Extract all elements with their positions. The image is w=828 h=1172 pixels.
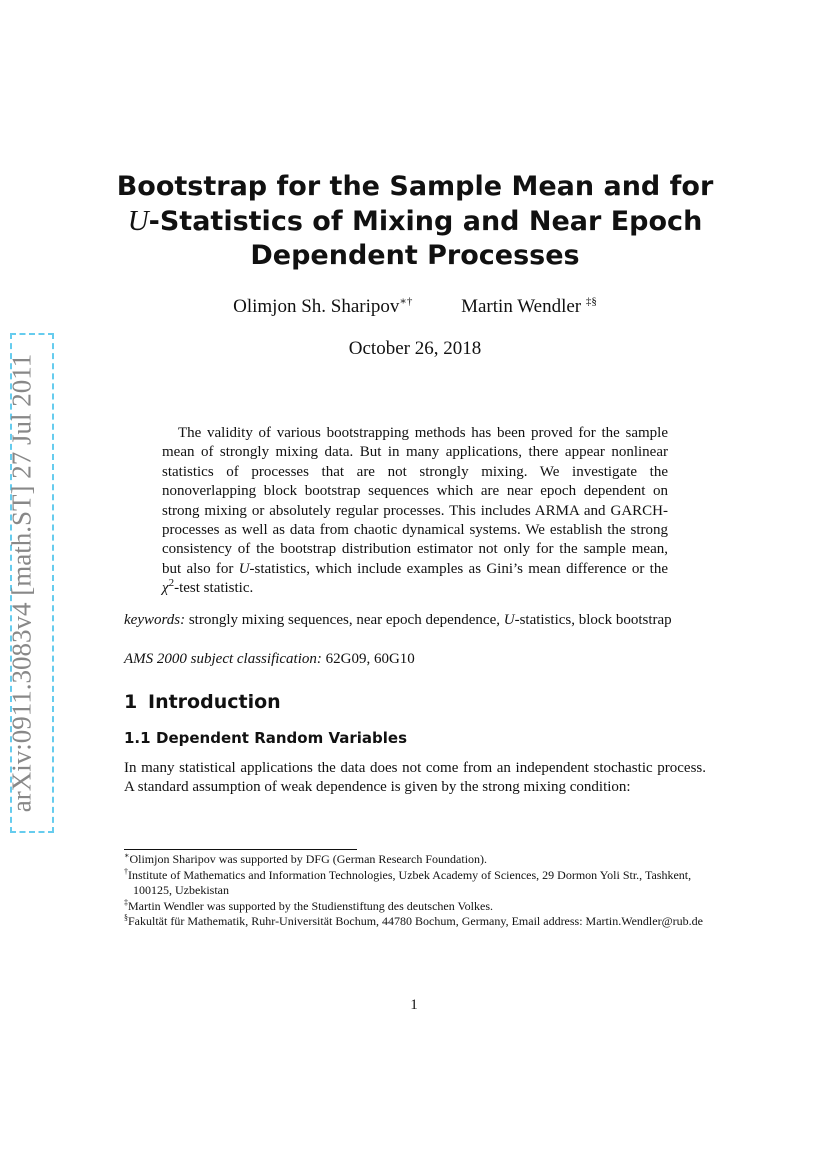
subject-classification <box>124 650 706 669</box>
paper-date: October 26, 2018 <box>348 338 482 359</box>
footnote-2 <box>124 868 706 899</box>
abstract-part-2: -statistics, which include examples as Gini’s mean difference or the <box>249 560 668 577</box>
footnote-4-text: Fakultät für Mathematik, Ruhr-Universität Bochum, 44780 Bochum, Germany, Email address: Martin.Wendler@rub.de <box>128 914 703 929</box>
abstract <box>162 424 668 599</box>
keywords <box>124 611 706 630</box>
subsection-number: 1.1 <box>124 729 151 747</box>
footnote-2-mark: † <box>124 866 128 876</box>
footnote-4 <box>124 914 706 930</box>
author-2 <box>461 296 597 318</box>
footnote-3-text: Martin Wendler was supported by the Studienstiftung des deutschen Volkes. <box>128 898 493 913</box>
footnote-1 <box>124 852 706 868</box>
author-1 <box>233 296 412 318</box>
footnote-rule <box>124 849 357 850</box>
footnote-1-text: Olimjon Sharipov was supported by DFG (German Research Foundation). <box>129 852 488 866</box>
keywords-label: keywords: <box>124 612 186 628</box>
footnote-2-text: Institute of Mathematics and Information Technologies, Uzbek Academy of Sciences, 29 Dormon Yoli Str., Tashkent, 100125, Uzbekistan <box>128 867 692 898</box>
section-heading-introduction <box>124 691 281 713</box>
subsection-title: Dependent Random Variables <box>156 729 407 747</box>
author-1-name: Olimjon Sh. Sharipov <box>233 296 400 317</box>
abstract-chi: χ <box>162 580 169 597</box>
keywords-var-u: U <box>503 612 515 628</box>
page-number: 1 <box>410 997 418 1013</box>
abstract-var-u: U <box>238 560 250 577</box>
footnote-1-mark: ∗ <box>124 851 130 860</box>
title-line-2 <box>110 204 720 239</box>
title-var-u: U <box>127 205 149 237</box>
keywords-text-2: -statistics, block bootstrap <box>514 612 672 628</box>
title-line-1: Bootstrap for the Sample Mean and for <box>116 171 714 202</box>
title-line-2-text: -Statistics of Mixing and Near Epoch <box>148 206 703 237</box>
footnotes <box>124 852 706 930</box>
abstract-part-1: The validity of various bootstrapping methods has been proved for the sample mean of strongly mixing data. But in many applications, there appear nonlinear statistics of processes that are not strongly mixing. We investigate the nonoverlapping block bootstrap sequences which are near epoch dependent on strong mixing or absolutely regular processes. This includes ARMA and GARCH-processes as well as data from chaotic dynamical systems. We establish the strong consistency of the bootstrap distribution estimator not only for the sample mean, but also for <box>162 425 668 577</box>
paper-title <box>110 170 720 273</box>
msc-codes: 62G09, 60G10 <box>321 651 415 667</box>
arxiv-stamp: arXiv:0911.3083v4 [math.ST] 27 Jul 2011 <box>6 353 37 813</box>
section-title: Introduction <box>148 691 281 713</box>
author-list <box>110 296 720 318</box>
author-1-marks: ∗† <box>399 295 413 308</box>
title-line-3: Dependent Processes <box>250 240 580 271</box>
subsection-heading-dependent-random-variables <box>124 729 407 747</box>
author-2-name: Martin Wendler <box>461 296 586 317</box>
msc-label: AMS 2000 subject classification: <box>124 651 322 667</box>
footnote-4-mark: § <box>124 913 128 923</box>
keywords-text-1: strongly mixing sequences, near epoch dependence, <box>185 612 504 628</box>
abstract-part-3: -test statistic. <box>174 580 254 597</box>
intro-paragraph: In many statistical applications the data does not come from an independent stochastic process. A standard assumption of weak dependence is given by the strong mixing condition: <box>124 760 706 796</box>
section-number: 1 <box>124 691 138 713</box>
footnote-3 <box>124 899 706 915</box>
footnote-3-mark: ‡ <box>124 897 128 907</box>
author-2-marks: ‡§ <box>585 295 597 308</box>
abstract-chi-sup: 2 <box>168 577 175 590</box>
